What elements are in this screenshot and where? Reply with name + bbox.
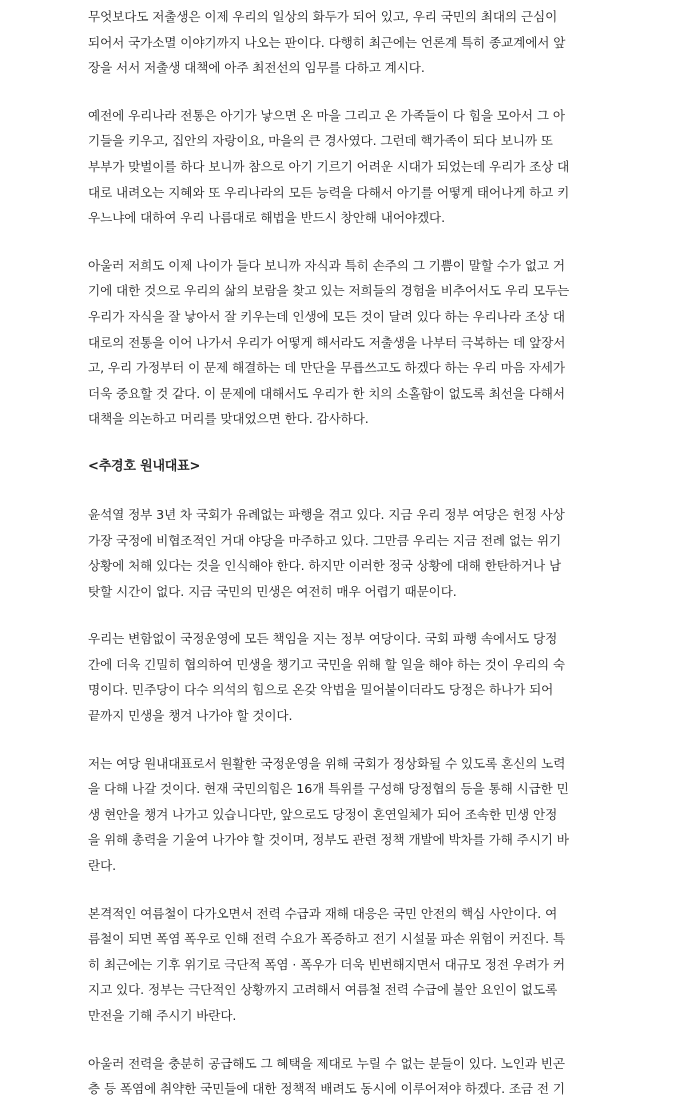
text-line: 우리는 변함없이 국정운영에 모든 책임을 지는 정부 여당이다. 국회 파행 속에서도 당정 — [88, 631, 558, 647]
text-line: 간에 더욱 긴밀히 협의하여 민생을 챙기고 국민을 위해 할 일을 해야 하는 것이 우리의 숙 — [88, 656, 565, 672]
text-line: 름철이 되면 폭염 폭우로 인해 전력 수요가 폭증하고 전기 시설물 파손 위험이 커진다. 특 — [88, 931, 565, 947]
text-line: 기들을 키우고, 집안의 자랑이요, 마을의 큰 경사였다. 그런데 핵가족이 되다 보니까 또 — [88, 133, 553, 149]
text-line: 아울러 저희도 이제 나이가 들다 보니까 자식과 특히 손주의 그 기쁨이 말할 수가 없고 거 — [88, 257, 565, 273]
text-line: 예전에 우리나라 전통은 아기가 낳으면 온 마을 그리고 온 가족들이 다 힘을 모아서 그 아 — [88, 107, 565, 123]
text-line: 란다. — [88, 858, 117, 874]
text-line: 우느냐에 대하여 우리 나름대로 해법을 반드시 창안해 내어야겠다. — [88, 210, 445, 226]
text-line: 명이다. 민주당이 다수 의석의 힘으로 온갖 악법을 밀어붙이더라도 당정은 하나가 되어 — [88, 682, 554, 698]
text-line: 생 현안을 챙겨 나가고 있습니다만, 앞으로도 당정이 혼연일체가 되어 조속한 민생 안정 — [88, 806, 558, 822]
text-line: 히 최근에는 기후 위기로 극단적 폭염 · 폭우가 더욱 빈번해지면서 대규모 정전 우려가 커 — [88, 956, 565, 972]
document-page — [88, 0, 628, 1102]
text-line: 대책을 의논하고 머리를 맞대었으면 한다. 감사하다. — [88, 411, 369, 427]
text-line: 장을 서서 저출생 대책에 아주 최전선의 임무를 다하고 계시다. — [88, 60, 425, 76]
paragraph-3 — [88, 253, 628, 432]
text-line: 을 다해 나갈 것이다. 현재 국민의힘은 16개 특위를 구성해 당정협의 등을 통해 시급한 민 — [88, 781, 569, 797]
text-line: 무엇보다도 저출생은 이제 우리의 일상의 화두가 되어 있고, 우리 국민의 최대의 근심이 — [88, 9, 558, 24]
text-line: 본격적인 여름철이 다가오면서 전력 수급과 재해 대응은 국민 안전의 핵심 사안이다. 여 — [88, 905, 558, 921]
text-line: 대로 내려오는 지혜와 또 우리나라의 모든 능력을 다해서 아기를 어떻게 태어나게 하고 키 — [88, 184, 570, 200]
text-line: 우리가 자식을 잘 낳아서 잘 키우는데 인생에 모든 것이 달려 있다 하는 우리나라 조상 대 — [88, 308, 565, 324]
text-line: 저는 여당 원내대표로서 원활한 국정운영을 위해 국회가 정상화될 수 있도록 혼신의 노력 — [88, 755, 566, 771]
text-line: 끝까지 민생을 챙겨 나가야 할 것이다. — [88, 708, 293, 724]
text-line: 만전을 기해 주시기 바란다. — [88, 1008, 237, 1023]
paragraph-2 — [88, 103, 628, 231]
text-line: 대로의 전통을 이어 나가서 우리가 어떻게 해서라도 저출생을 나부터 극복하는 데 앞장서 — [88, 334, 566, 350]
text-line: 부부가 맞벌이를 하다 보니까 참으로 아기 기르기 어려운 시대가 되었는데 우리가 조상 대 — [88, 158, 570, 174]
paragraph-5 — [88, 626, 628, 728]
text-line: 층 등 폭염에 취약한 국민들에 대한 정책적 배려도 동시에 이루어져야 하겠다. 조금 전 기 — [88, 1081, 565, 1097]
text-line: 되어서 국가소멸 이야기까지 나오는 판이다. 다행히 최근에는 언론계 특히 종교계에서 앞 — [88, 34, 566, 50]
text-line: 가장 국정에 비협조적인 거대 야당을 마주하고 있다. 그만큼 우리는 지금 전례 없는 위기 — [88, 532, 562, 548]
section-heading: <추경호 원내대표> — [88, 458, 201, 474]
text-line: 윤석열 정부 3년 차 국회가 유례없는 파행을 겪고 있다. 지금 우리 정부 여당은 헌정 사상 — [88, 506, 565, 522]
text-line: 지고 있다. 정부는 극단적인 상황까지 고려해서 여름철 전력 수급에 불안 요인이 없도록 — [88, 982, 558, 998]
text-line: 탓할 시간이 없다. 지금 국민의 민생은 여전히 매우 어렵기 때문이다. — [88, 583, 457, 599]
paragraph-6 — [88, 751, 628, 879]
paragraph-4 — [88, 502, 628, 604]
paragraph-8 — [88, 1051, 628, 1102]
paragraph-1 — [88, 4, 628, 81]
text-line: 더욱 중요할 것 같다. 이 문제에 대해서도 우리가 한 치의 소홀함이 없도록 최선을 다해서 — [88, 385, 565, 401]
text-line: 상황에 처해 있다는 것을 인식해야 한다. 하지만 이러한 정국 상황에 대해 한탄하거나 남 — [88, 558, 562, 574]
paragraph-7 — [88, 901, 628, 1029]
text-line: 기에 대한 것으로 우리의 삶의 보람을 찾고 있는 저희들의 경험을 비추어서도 우리 모두는 — [88, 283, 570, 299]
text-line: 을 위해 총력을 기울여 나가야 할 것이며, 정부도 관련 정책 개발에 박차를 가해 주시기 바 — [88, 832, 569, 848]
text-line: 고, 우리 가정부터 이 문제 해결하는 데 만단을 무릅쓰고도 하겠다 하는 우리 마음 자세가 — [88, 360, 565, 376]
text-line: 아울러 전력을 충분히 공급해도 그 혜택을 제대로 누릴 수 없는 분들이 있다. 노인과 빈곤 — [88, 1055, 565, 1071]
